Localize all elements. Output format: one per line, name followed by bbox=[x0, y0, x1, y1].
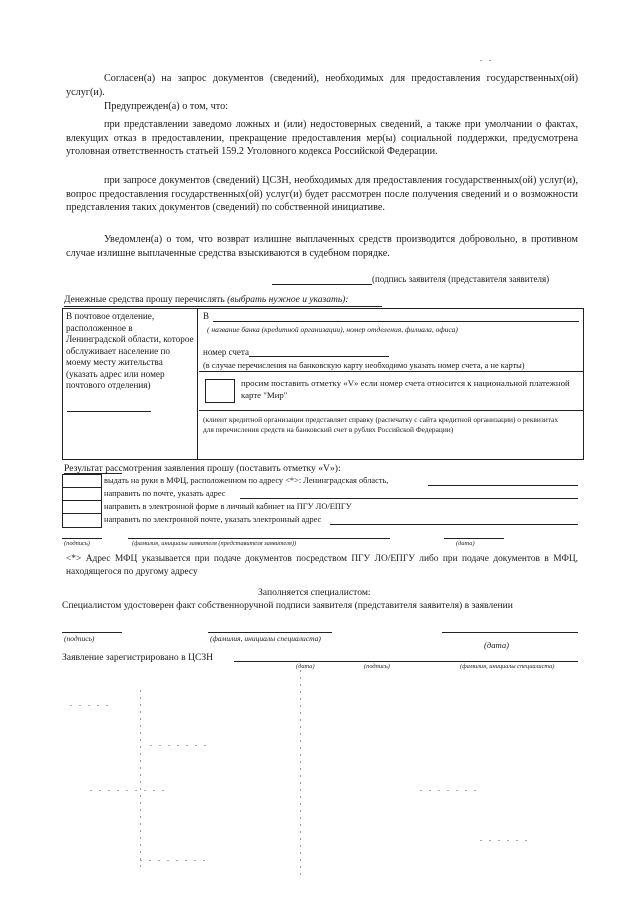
signature-caption: (подпись) bbox=[64, 540, 90, 547]
registration-date-caption: (дата) bbox=[296, 663, 315, 670]
scan-artifact bbox=[150, 745, 210, 746]
date-caption: (дата) bbox=[456, 540, 475, 547]
bank-cell-divider-2 bbox=[199, 410, 583, 411]
scan-artifact bbox=[480, 60, 496, 61]
refund-notice-paragraph: Уведомлен(а) о том, что возврат излишне выплаченных средств производится добровольно, в противном случае излишне выплаченные средства взыскиваются в судебном порядке. bbox=[66, 234, 578, 259]
account-number-label: номер счета bbox=[203, 347, 249, 357]
document-request-paragraph: при запросе документов (сведений) ЦСЗН, необходимых для предоставления государственных(ой) услуг(и), вопрос предоставления государственных(ой) услуг(и) будет рассмотрен после получения сведений и о возможности представления таких документов (сведений) по собственной инициативе. bbox=[66, 175, 578, 214]
bank-cell-divider bbox=[199, 371, 583, 372]
bank-name-input-line[interactable] bbox=[213, 321, 579, 322]
bank-footnote: (клиент кредитной организации представляет справку (распечатку с сайта кредитной организации) о реквизитах для перечисления средств на банковский счет в рублях Российской Федерации) bbox=[203, 415, 559, 434]
applicant-signature-line[interactable] bbox=[62, 538, 102, 539]
option-divider bbox=[62, 500, 101, 501]
specialist-name-caption: (фамилия, инициалы специалиста) bbox=[210, 634, 321, 643]
post-address-line[interactable] bbox=[240, 498, 578, 499]
payment-heading: Денежные средства прошу перечислять (выбрать нужное и указать): bbox=[64, 295, 349, 305]
bank-caption: ( название банка (кредитной организации), номер отделения, филиала, офиса) bbox=[207, 325, 458, 334]
registration-specialist-caption: (фамилия, инициалы специалиста) bbox=[460, 663, 555, 670]
account-number-input-line[interactable] bbox=[249, 356, 389, 357]
option-divider bbox=[62, 513, 101, 514]
scan-artifact bbox=[90, 790, 170, 791]
scan-artifact bbox=[140, 860, 210, 861]
mfc-footnote: <*> Адрес МФЦ указывается при подаче документов посредством ПГУ ЛО/ЕПГУ либо при подаче документов в МФЦ, находящегося по другому адресу bbox=[66, 554, 578, 577]
criminal-liability-paragraph: при представлении заведомо ложных и (или) недостоверных сведений, а также при умолчании о фактах, влекущих отказ в предоставлении, прекращение предоставления мер(ы) социальной поддержки, предусмотрена уголовная ответственность статьей 159.2 Уголовного кодекса Российской Федерации. bbox=[66, 119, 578, 158]
option-email[interactable]: направить по электронной почте, указать электронный адрес bbox=[104, 515, 322, 524]
scan-artifact bbox=[140, 690, 141, 870]
warning-heading: Предупрежден(а) о том, что: bbox=[104, 101, 228, 112]
option-mfc[interactable]: выдать на руки в МФЦ, расположенном по адресу <*>: Ленинградская область, bbox=[104, 476, 389, 485]
verify-date-line[interactable] bbox=[442, 632, 578, 633]
consent-paragraph: Согласен(а) на запрос документов (сведений), необходимых для предоставления государственных(ой) услуг(и). bbox=[66, 73, 578, 98]
scan-artifact bbox=[420, 790, 480, 791]
scan-artifact bbox=[300, 670, 301, 880]
signature-verified-text: Специалистом удостоверен факт собственноручной подписи заявителя (представителя заявителя) в заявлении bbox=[62, 600, 513, 611]
mir-card-note: просим поставить отметку «V» если номер счета относится к национальной платежной карте "Мир" bbox=[241, 378, 570, 400]
scan-artifact bbox=[480, 840, 530, 841]
applicant-signature-line[interactable] bbox=[272, 284, 372, 285]
applicant-name-caption: (фамилия, инициалы заявителя (представителя заявителя)) bbox=[132, 540, 297, 547]
result-heading: Результат рассмотрения заявления прошу (поставить отметку «V»): bbox=[64, 463, 341, 474]
payment-method-table bbox=[62, 308, 584, 460]
email-address-line[interactable] bbox=[330, 524, 578, 525]
registration-signature-caption: (подпись) bbox=[364, 663, 390, 670]
post-office-input-line[interactable] bbox=[67, 411, 151, 412]
scan-artifact bbox=[70, 705, 110, 706]
registration-text: Заявление зарегистрировано в ЦСЗН bbox=[62, 652, 214, 663]
specialist-signature-line[interactable] bbox=[62, 632, 122, 633]
registration-line[interactable] bbox=[234, 661, 578, 662]
option-post[interactable]: направить по почте, указать адрес bbox=[104, 489, 226, 498]
signature-caption: (подпись) bbox=[64, 634, 95, 643]
post-office-cell[interactable]: В почтовое отделение, расположенное в Ленинградской области, которое обслуживает население по моему месту жительства (указать адрес или номер почтового отделения) bbox=[63, 309, 198, 459]
specialist-heading: Заполняется специалистом: bbox=[258, 587, 371, 598]
option-divider bbox=[62, 487, 101, 488]
signature-caption: (подпись заявителя (представителя заявителя) bbox=[372, 274, 550, 284]
applicant-name-line[interactable] bbox=[128, 538, 390, 539]
payment-heading-underline bbox=[64, 306, 382, 307]
specialist-name-line[interactable] bbox=[208, 632, 332, 633]
bank-cell bbox=[199, 309, 583, 459]
mir-card-checkbox[interactable] bbox=[205, 379, 235, 403]
mfc-address-line[interactable] bbox=[428, 485, 578, 486]
option-personal-cabinet[interactable]: направить в электронной форме в личный кабинет на ПГУ ЛО/ЕПГУ bbox=[104, 502, 352, 511]
applicant-date-line[interactable] bbox=[444, 538, 504, 539]
result-options-box bbox=[62, 474, 102, 528]
date-caption: (дата) bbox=[484, 640, 509, 650]
bank-prefix: В bbox=[203, 311, 210, 321]
account-note: (в случае перечисления на банковскую карту необходимо указать номер счета, а не карты) bbox=[203, 361, 525, 370]
